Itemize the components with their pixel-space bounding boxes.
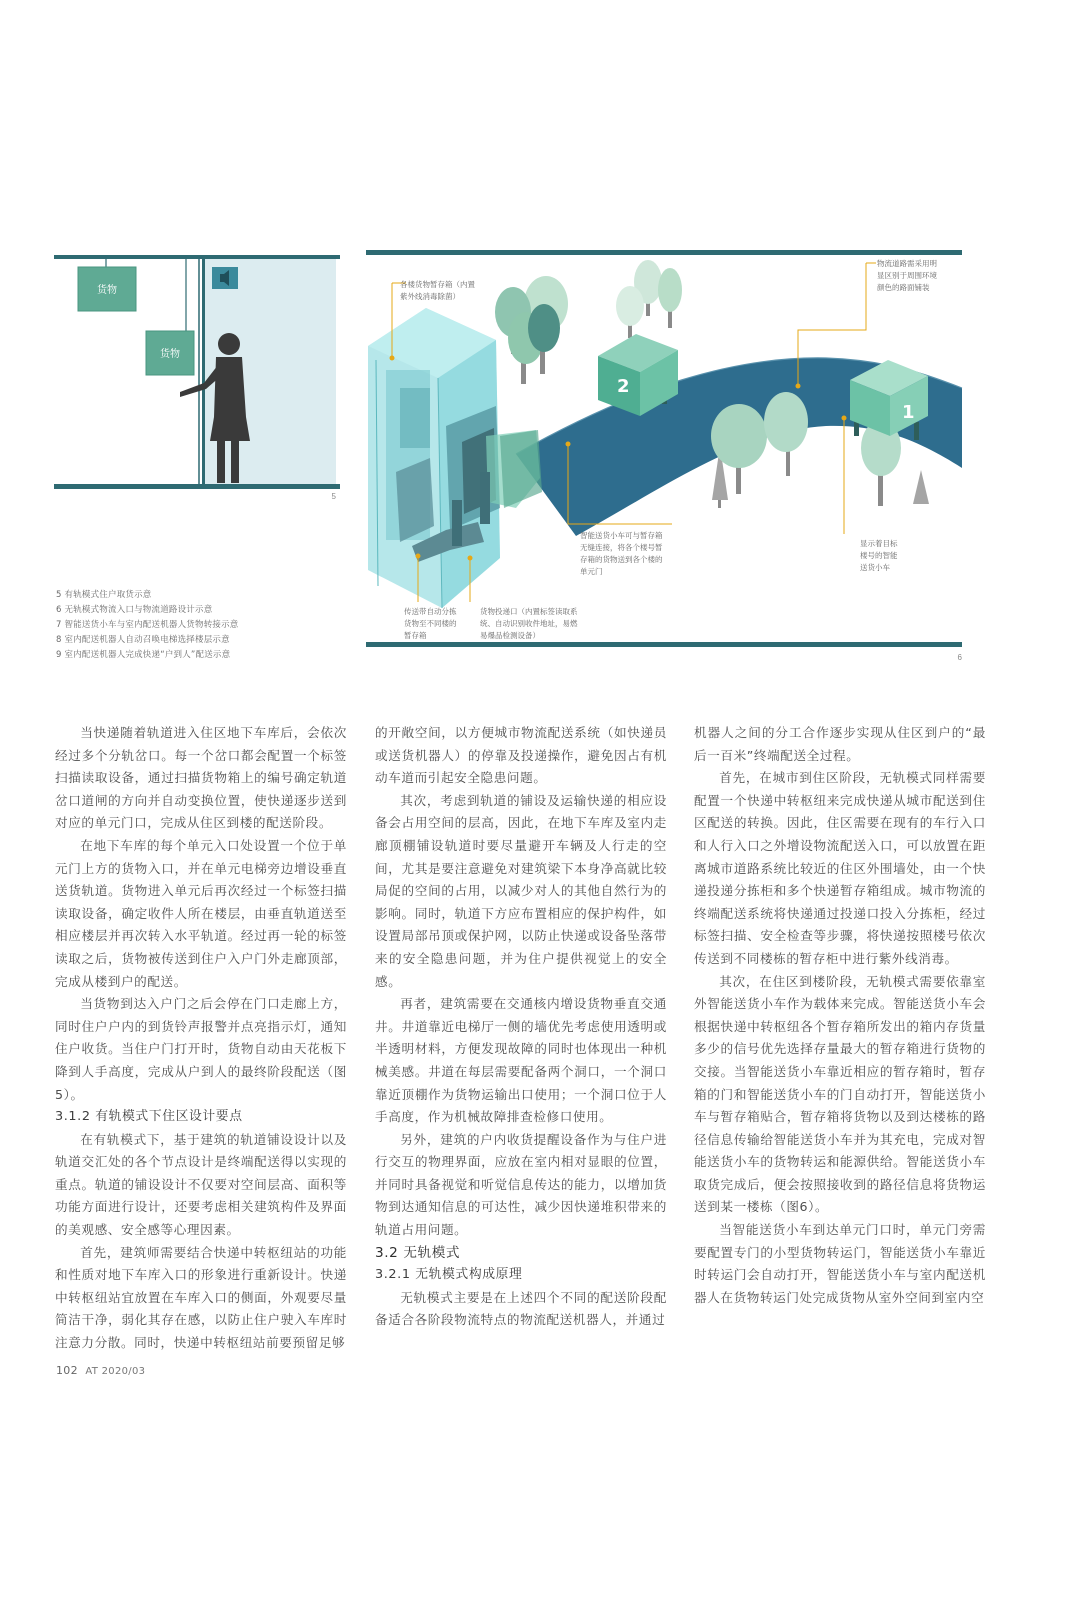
paragraph: 在地下车库的每个单元入口处设置一个位于单元门上方的货物入口，并在单元电梯旁边增设垂直送货轨道。货物进入单元后再次经过一个标签扫描读取设备，确定收件人所在楼层，由垂直轨道送至相应楼层并再次转入水平轨道。经过再一轮的标签读取之后，货物被传送到住户入户门外走廊顶部，完成从楼到户的配送。 [55,837,347,989]
caption-9: 9 室内配送机器人完成快递“户到人”配送示意 [56,650,231,660]
issue-label: AT 2020/03 [85,1366,146,1377]
section-heading: 3.1.2 有轨模式下住区设计要点 [55,1109,243,1125]
paragraph: 机器人之间的分工合作逐步实现从住区到户的“最后一百米”终端配送全过程。 [694,725,986,763]
floor-bar [54,484,340,489]
svg-text:2: 2 [617,376,630,397]
top-bar [366,250,962,255]
paragraph: 当智能送货小车到达单元门口时，单元门旁需要配置专门的小型货物转运门，智能送货小车靠近时转运门会自动打开，智能送货小车与室内配送机器人在货物转运门处完成货物从室外空间到室内空 [694,1222,986,1305]
paragraph: 首先，在城市到住区阶段，无轨模式同样需要配置一个快递中转枢纽来完成快递从城市配送到住区配送的转换。因此，住区需要在现有的车行入口和人行入口之外增设物流配送入口，可以放置在距离城市道路系统比较近的住区外围墙处，由一个快递投递分拣柜和多个快递暂存箱组成。城市物流的终端配送系统将快递通过投递口投入分拣柜，经过标签扫描、安全检查等步骤，将快递按照楼号依次传送到不同楼栋的暂存柜中进行紫外线消毒。 [694,770,986,966]
subsection-heading: 3.2.1 无轨模式构成原理 [375,1267,523,1283]
paragraph: 其次，在住区到楼阶段，无轨模式需要依靠室外智能送货小车作为载体来完成。智能送货小车会根据快递中转枢纽各个暂存箱所发出的箱内存货量多少的信号优先选择存量最大的暂存箱进行货物的交接。当智能送货小车靠近相应的暂存箱时，暂存箱的门和智能送货小车的门自动打开，智能送货小车与暂存箱贴合，暂存箱将货物以及到达楼栋的路径信息传输给智能送货小车并为其充电，完成对智能送货小车的货物转运和能源供给。智能送货小车取货完成后，便会按照接收到的路径信息将货物运送到某一楼栋（图6）。 [694,973,986,1215]
paragraph: 无轨模式主要是在上述四个不同的配送阶段配备适合各阶段物流特点的物流配送机器人，并通过 [375,1289,667,1328]
paragraph: 的开敞空间，以方便城市物流配送系统（如快递员或送货机器人）的停靠及投递操作，避免因占有机动车道而引起安全隐患问题。 [375,725,667,786]
figure-5 [54,255,346,510]
annotation-docking: 智能送货小车可与暂存箱 无缝连接，将各个楼号暂 存箱的货物送到各个楼的 单元门 [580,531,663,576]
paragraph: 当快递随着轨道进入住区地下车库后，会依次经过多个分轨岔口。每一个岔口都会配置一个标签扫描读取设备，通过扫描货物箱上的编号确定轨道岔口道闸的方向并自动变换位置，使快递逐步送到对应的单元门口，完成从住区到楼的配送阶段。 [55,725,347,831]
paragraph: 在有轨模式下，基于建筑的轨道铺设设计以及轨道交汇处的各个节点设计是终端配送得以实现的重点。轨道的铺设设计不仅要对空间层高、面积等功能方面进行设计，还要考虑相关建筑构件及界面的美观感、安全感等心理因素。 [55,1131,347,1238]
annotation-delivery-car: 显示着目标 楼号的智能 送货小车 [860,539,898,572]
annotation-storage-boxes: 各楼货物暂存箱（内置 紫外线消毒除菌） [400,280,475,301]
svg-text:5: 5 [331,492,336,501]
svg-text:6: 6 [957,653,962,662]
annotation-entrance: 货物投递口（内置标签读取系 统、自动识别收件地址，易燃 易爆品检测设备） [480,607,578,640]
paragraph: 首先，建筑师需要结合快递中转枢纽站的功能和性质对地下车库入口的形象进行重新设计。快递中转枢纽站宜放置在车库入口的侧面，外观要尽量简洁干净，弱化其存在感，以防止住户驶入车库时注意力分散。同时，快递中转枢纽站前要预留足够 [55,1244,347,1351]
page-footer [56,1364,145,1377]
svg-text:货物: 货物 [160,349,180,360]
paragraph: 再者，建筑需要在交通核内增设货物垂直交通井。井道靠近电梯厅一侧的墙优先考虑使用透明或半透明材料，方便发现故障的同时也体现出一种机械美感。井道在每层需要配备两个洞口，一个洞口靠近顶棚作为货物运输出口使用；一个洞口位于人手高度，作为机械故障排查检修口使用。 [375,996,667,1125]
caption-5: 5 有轨模式住户取货示意 [56,590,152,600]
caption-7: 7 智能送货小车与室内配送机器人货物转接示意 [56,620,239,630]
ceiling-bar [54,255,340,259]
paragraph: 其次，考虑到轨道的铺设及运输快递的相应设备会占用空间的层高，因此，在地下车库及室内走廊顶棚铺设轨道时要尽量避开车辆及人行走的空间，尤其是要注意避免对建筑梁下本身净高就比较局促的空间的占用，以减少对人的其他自然行为的影响。同时，轨道下方应布置相应的保护构件，如设置局部吊顶或保护网，以防止快递或设备坠落带来的安全隐患问题，并为住户提供视觉上的安全感。 [375,792,667,989]
text-column-1 [55,722,347,1355]
figure-6 [366,246,968,668]
caption-8: 8 室内配送机器人自动召唤电梯选择楼层示意 [56,635,230,645]
paragraph: 当货物到达入户门之后会停在门口走廊上方，同时住户户内的到货铃声报警并点亮指示灯，通知住户收货。当住户门打开时，货物自动由天花板下降到人手高度，完成从户到人的最终阶段配送（图5）。 [55,996,347,1102]
text-column-2 [375,722,667,1332]
text-column-3 [694,722,986,1309]
section-heading: 3.2 无轨模式 [375,1244,461,1261]
annotation-conveyor: 传送带自动分拣 货物至不同楼的 暂存箱 [404,607,457,640]
annotation-road-surface: 物流道路需采用明 显区别于周围环境 颜色的路面铺装 [877,259,937,292]
caption-6: 6 无轨模式物流入口与物流道路设计示意 [56,605,213,615]
svg-text:货物: 货物 [97,285,117,296]
page-number: 102 [56,1364,78,1377]
svg-text:1: 1 [902,402,915,423]
bottom-bar [366,642,962,647]
figure-captions [56,588,239,663]
paragraph: 另外，建筑的户内收货提醒设备作为与住户进行交互的物理界面，应放在室内相对显眼的位置，并同时具备视觉和听觉信息传达的能力，以增加货物到达通知信息的可达性，减少因快递堆积带来的轨道占用问题。 [375,1131,667,1238]
